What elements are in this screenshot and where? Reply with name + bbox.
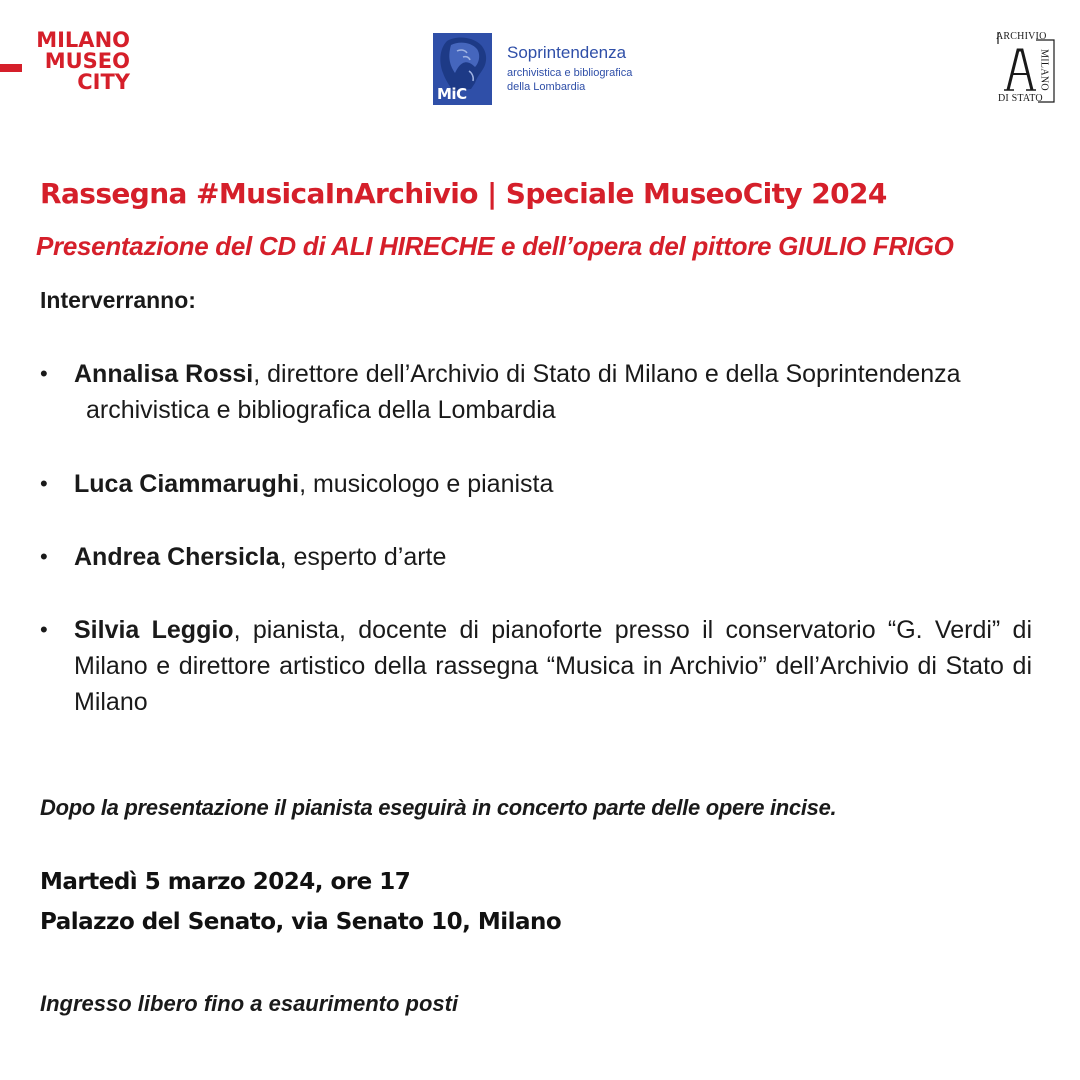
- mic-soprintendenza-logo: [433, 33, 653, 105]
- speaker-name: Annalisa Rossi: [74, 360, 254, 388]
- speaker-text: [74, 612, 1032, 720]
- archivio-side-text: MILANO: [1038, 49, 1050, 91]
- free-entry-note: Ingresso libero fino a esaurimento posti: [40, 991, 459, 1016]
- archivio-di-stato-logo: [996, 30, 1062, 106]
- speaker-item: [40, 356, 1032, 428]
- logo-word-city: CITY: [77, 70, 130, 94]
- concert-note: Dopo la presentazione il pianista eseguirà in concerto parte delle opere incise.: [40, 795, 837, 820]
- bullet-icon: •: [40, 471, 48, 496]
- bullet-icon: •: [40, 361, 48, 386]
- speaker-name: Luca Ciammarughi: [74, 470, 300, 498]
- speaker-role: , direttore dell’Archivio di Stato di Milano e della Soprintendenza: [253, 360, 961, 388]
- logo-word-milano: MILANO: [36, 28, 130, 52]
- event-subtitle: Presentazione del CD di ALI HIRECHE e dell’opera del pittore GIULIO FRIGO: [36, 231, 954, 261]
- speaker-role: , esperto d’arte: [279, 543, 447, 571]
- mic-sub: [507, 66, 657, 94]
- speaker-name: Silvia Leggio: [74, 616, 234, 644]
- bullet-icon: •: [40, 617, 48, 642]
- bullet-icon: •: [40, 544, 48, 569]
- speaker-name: Andrea Chersicla: [74, 543, 280, 571]
- speaker-role: , musicologo e pianista: [299, 470, 554, 498]
- mic-emblem: [433, 33, 492, 105]
- speaker-role: , pianista, docente di pianoforte presso il conservatorio “G. Verdi” di Milano e direttore artistico della rassegna “Musica in Archivio” dell’Archivio di Stato di Milano: [74, 616, 1032, 716]
- mic-emblem-text: MiC: [437, 85, 467, 103]
- speaker-text: [74, 539, 1032, 575]
- speaker-text: [74, 356, 1032, 392]
- mic-name: Soprintendenza: [507, 43, 627, 62]
- archivio-bottom-text: DI STATO: [998, 93, 1043, 104]
- event-location: Palazzo del Senato, via Senato 10, Milano: [40, 909, 562, 935]
- logo-word-museo: MUSEO: [22, 51, 130, 72]
- mic-sub-line2: della Lombardia: [507, 81, 586, 93]
- speakers-list: [40, 356, 1032, 720]
- archivio-top-text: ARCHIVIO: [996, 31, 1047, 42]
- milano-museocity-logo: [22, 30, 130, 93]
- speaker-role-continued: archivistica e bibliografica della Lombardia: [86, 396, 556, 424]
- event-date: Martedì 5 marzo 2024, ore 17: [40, 869, 411, 895]
- speaker-item: [40, 612, 1032, 720]
- event-title: Rassegna #MusicaInArchivio | Speciale MuseoCity 2024: [40, 177, 887, 210]
- speaker-item: [40, 539, 1032, 575]
- speaker-item: [40, 466, 1032, 502]
- speaker-text: [74, 466, 1032, 502]
- speakers-intro: Interverranno:: [40, 287, 196, 313]
- mic-sub-line1: archivistica e bibliografica: [507, 67, 633, 79]
